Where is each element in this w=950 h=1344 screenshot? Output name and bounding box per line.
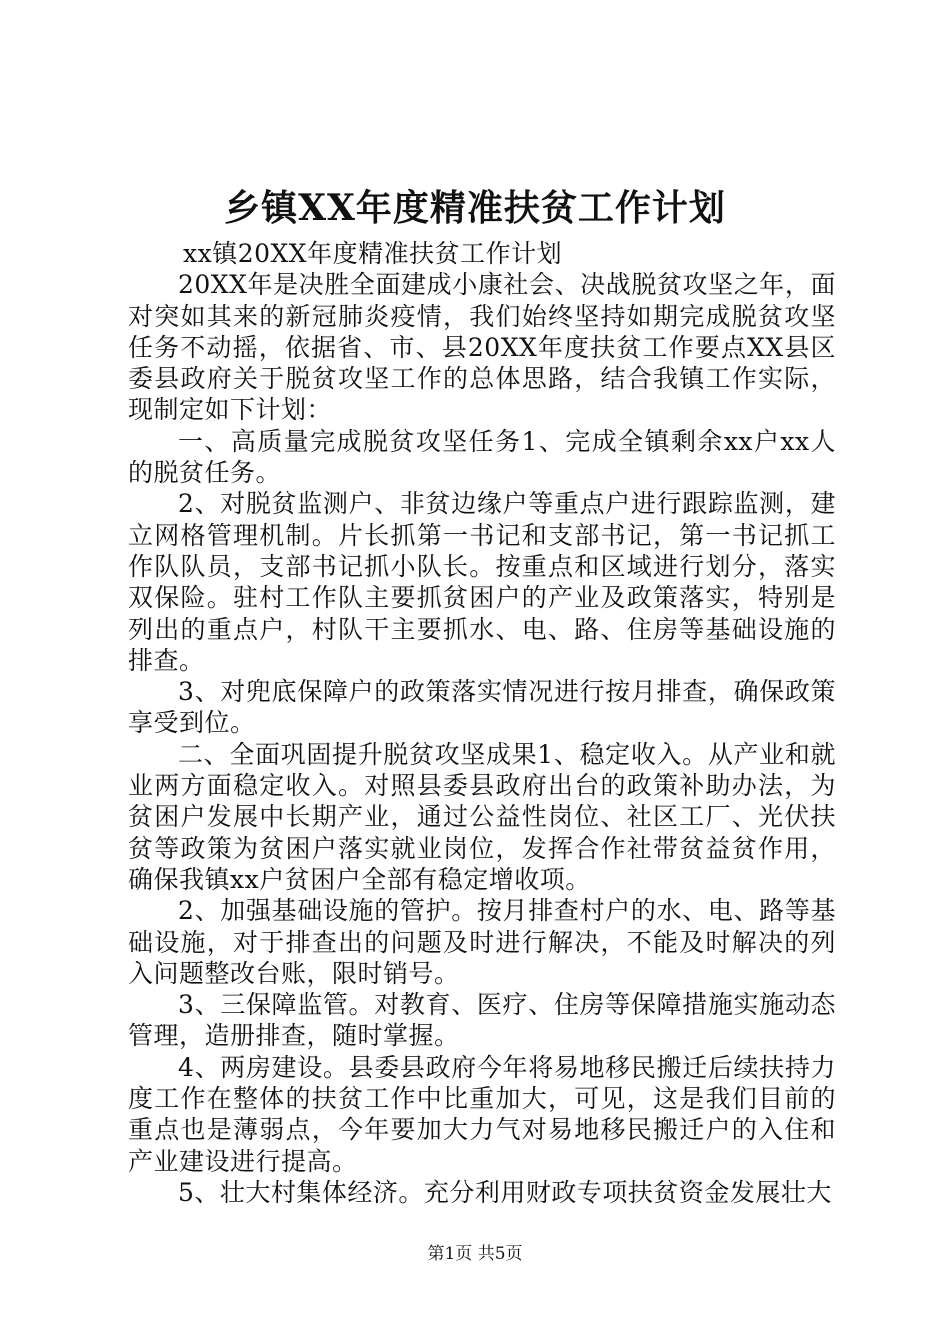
document-body [128,238,836,1208]
body-paragraph-item-2: 2、对脱贫监测户、非贫边缘户等重点户进行跟踪监测，建立网格管理机制。片长抓第一书记和支部书记，第一书记抓工作队队员，支部书记抓小队长。按重点和区域进行划分，落实双保险。驻村工作队主要抓贫困户的产业及政策落实，特别是列出的重点户，村队干主要抓水、电、路、住房等基础设施的排查。 [128,489,836,675]
body-paragraph-item-4: 4、两房建设。县委县政府今年将易地移民搬迁后续扶持力度工作在整体的扶贫工作中比重加大，可见，这是我们目前的重点也是薄弱点，今年要加大力气对易地移民搬迁户的入住和产业建设进行提高。 [128,1052,836,1176]
body-paragraph-section-1: 一、高质量完成脱贫攻坚任务1、完成全镇剩余xx户xx人的脱贫任务。 [128,426,836,488]
page-footer: 第1页 共5页 [427,1244,523,1264]
body-paragraph-intro: 20XX年是决胜全面建成小康社会、决战脱贫攻坚之年，面对突如其来的新冠肺炎疫情，我们始终坚持如期完成脱贫攻坚任务不动摇，依据省、市、县20XX年度扶贫工作要点XX县区委县政府关于脱贫攻坚工作的总体思路，结合我镇工作实际，现制定如下计划： [128,270,836,425]
body-paragraph-subtitle: xx镇20XX年度精准扶贫工作计划 [183,239,563,268]
body-paragraph-item-5: 5、壮大村集体经济。充分利用财政专项扶贫资金发展壮大 [178,1177,832,1207]
body-paragraph-item-3b: 3、三保障监管。对教育、医疗、住房等保障措施实施动态管理，造册排查，随时掌握。 [128,990,836,1051]
document-title: 乡镇XX年度精准扶贫工作计划 [224,187,726,229]
body-paragraph-item-2b: 2、加强基础设施的管护。按月排查村户的水、电、路等基础设施，对于排查出的问题及时进行解决，不能及时解决的列入问题整改台账，限时销号。 [128,896,836,988]
body-paragraph-item-3: 3、对兜底保障户的政策落实情况进行按月排查，确保政策享受到位。 [128,677,836,738]
body-paragraph-section-2: 二、全面巩固提升脱贫攻坚成果1、稳定收入。从产业和就业两方面稳定收入。对照县委县政府出台的政策补助办法，为贫困户发展中长期产业，通过公益性岗位、社区工厂、光伏扶贫等政策为贫困户落实就业岗位，发挥合作社带贫益贫作用，确保我镇xx户贫困户全部有稳定增收项。 [128,739,836,894]
